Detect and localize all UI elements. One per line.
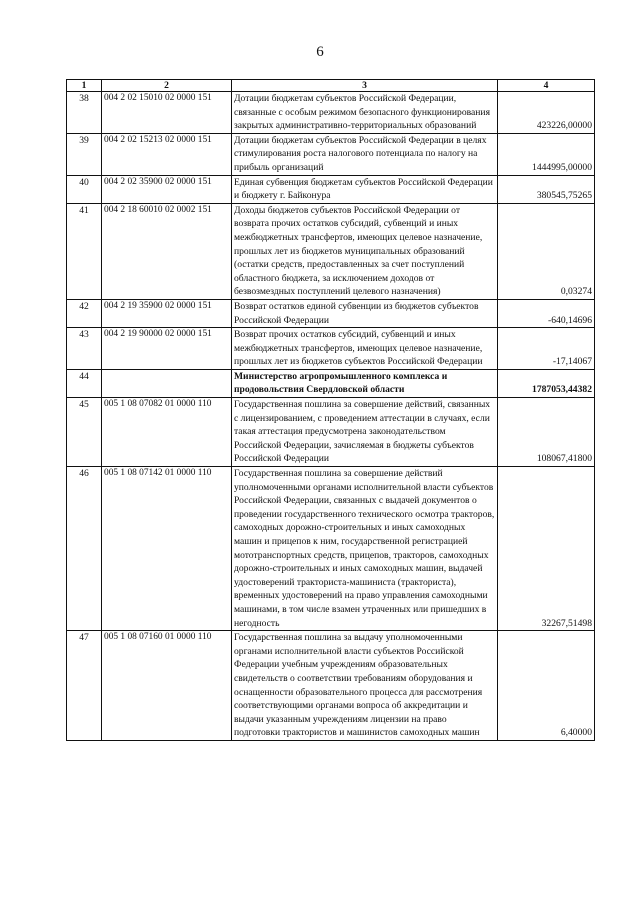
description-cell: Государственная пошлина за выдачу уполномоченными органами исполнительной власти субъектов Российской Федерации учебным учреждениям образовательных свидетельств о соответствии требованиям оборудования и оснащенности образовательного процесса для рассмотрения соответствующими органами вопроса об аккредитации и выдачи указанным учреждениям лицензии на право подготовки трактористов и машинистов самоходных машин — [232, 631, 498, 741]
budget-code-cell: 005 1 08 07082 01 0000 110 — [102, 398, 232, 467]
row-number-cell: 39 — [67, 133, 102, 175]
amount-cell: 423226,00000 — [498, 92, 595, 134]
amount-cell: 32267,51498 — [498, 467, 595, 631]
row-number-cell: 46 — [67, 467, 102, 631]
table-row — [67, 92, 595, 134]
description-cell: Доходы бюджетов субъектов Российской Федерации от возврата прочих остатков субсидий, субвенций и иных межбюджетных трансфертов, имеющих целевое назначение, прошлых лет из бюджетов муниципальных образований (остатки средств, предоставленных за счет поступлений областного бюджета, за исключением доходов от безвозмездных поступлений целевого назначения) — [232, 203, 498, 299]
budget-code-cell: 004 2 02 15010 02 0000 151 — [102, 92, 232, 134]
description-cell: Дотации бюджетам субъектов Российской Федерации в целях стимулирования роста налогового потенциала по налогу на прибыль организаций — [232, 133, 498, 175]
table-row — [67, 299, 595, 327]
budget-code-cell: 004 2 02 15213 02 0000 151 — [102, 133, 232, 175]
amount-cell: 380545,75265 — [498, 175, 595, 203]
table-header-row — [67, 80, 595, 92]
budget-code-cell: 004 2 18 60010 02 0002 151 — [102, 203, 232, 299]
column-header-1: 1 — [67, 80, 102, 92]
budget-code-cell: 005 1 08 07142 01 0000 110 — [102, 467, 232, 631]
column-header-2: 2 — [102, 80, 232, 92]
row-number-cell: 42 — [67, 299, 102, 327]
budget-code-cell: 004 2 19 90000 02 0000 151 — [102, 328, 232, 370]
amount-cell: -640,14696 — [498, 299, 595, 327]
description-cell: Единая субвенция бюджетам субъектов Российской Федерации и бюджету г. Байконура — [232, 175, 498, 203]
row-number-cell: 44 — [67, 369, 102, 397]
row-number-cell: 40 — [67, 175, 102, 203]
description-cell: Министерство агропромышленного комплекса и продовольствия Свердловской области — [232, 369, 498, 397]
page-number: 6 — [316, 44, 324, 60]
table-row — [67, 631, 595, 741]
description-cell: Государственная пошлина за совершение действий уполномоченными органами исполнительной власти субъектов Российской Федерации, связанных с выдачей документов о проведении государственного технического осмотра тракторов, самоходных дорожно-строительных и иных самоходных машин и прицепов к ним, государственной регистрацией мототранспортных средств, прицепов, тракторов, самоходных дорожно-строительных и иных самоходных машин, выдачей удостоверений тракториста-машиниста (тракториста), временных удостоверений на право управления самоходными машинами, в том числе взамен утраченных или пришедших в негодность — [232, 467, 498, 631]
table-row — [67, 203, 595, 299]
table-row — [67, 398, 595, 467]
description-cell: Возврат остатков единой субвенции из бюджетов субъектов Российской Федерации — [232, 299, 498, 327]
row-number-cell: 38 — [67, 92, 102, 134]
description-cell: Дотации бюджетам субъектов Российской Федерации, связанные с особым режимом безопасного функционирования закрытых административно-территориальных образований — [232, 92, 498, 134]
amount-cell: 108067,41800 — [498, 398, 595, 467]
budget-code-cell: 004 2 19 35900 02 0000 151 — [102, 299, 232, 327]
table-row — [67, 133, 595, 175]
revenue-table — [66, 79, 595, 741]
table-row — [67, 328, 595, 370]
row-number-cell: 45 — [67, 398, 102, 467]
amount-cell: 1444995,00000 — [498, 133, 595, 175]
column-header-3: 3 — [232, 80, 498, 92]
budget-code-cell: 004 2 02 35900 02 0000 151 — [102, 175, 232, 203]
column-header-4: 4 — [498, 80, 595, 92]
row-number-cell: 47 — [67, 631, 102, 741]
amount-cell: -17,14067 — [498, 328, 595, 370]
amount-cell: 6,40000 — [498, 631, 595, 741]
table-body — [67, 92, 595, 741]
table-row — [67, 175, 595, 203]
amount-cell: 0,03274 — [498, 203, 595, 299]
table-row — [67, 369, 595, 397]
budget-code-cell — [102, 369, 232, 397]
description-cell: Возврат прочих остатков субсидий, субвенций и иных межбюджетных трансфертов, имеющих целевое назначение, прошлых лет из бюджетов субъектов Российской Федерации — [232, 328, 498, 370]
budget-code-cell: 005 1 08 07160 01 0000 110 — [102, 631, 232, 741]
row-number-cell: 43 — [67, 328, 102, 370]
row-number-cell: 41 — [67, 203, 102, 299]
description-cell: Государственная пошлина за совершение действий, связанных с лицензированием, с проведением аттестации в случаях, если такая аттестация предусмотрена законодательством Российской Федерации, зачисляемая в бюджеты субъектов Российской Федерации — [232, 398, 498, 467]
table-row — [67, 467, 595, 631]
amount-cell: 1787053,44382 — [498, 369, 595, 397]
